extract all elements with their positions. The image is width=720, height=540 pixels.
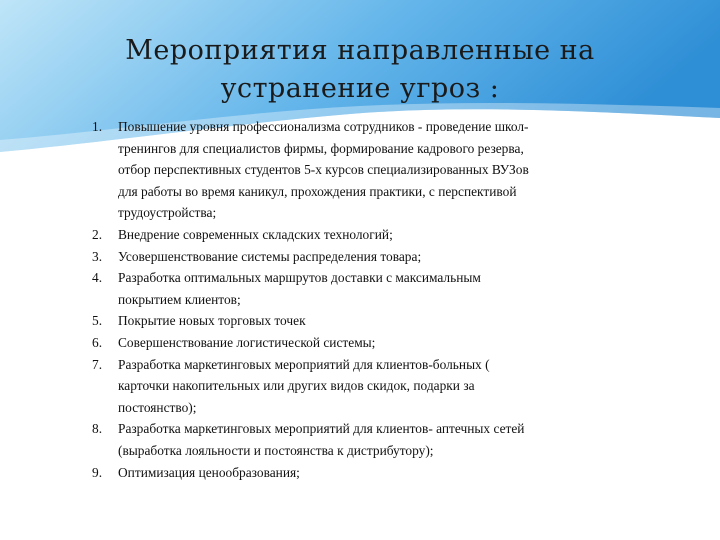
list-item-text-line: покрытием клиентов; xyxy=(118,291,241,307)
list-item-number: 6. xyxy=(92,334,103,350)
list-item-text-line: Оптимизация ценообразования; xyxy=(118,464,300,480)
list-item xyxy=(92,462,632,484)
list-item xyxy=(92,267,632,310)
list-item-text-line: постоянство); xyxy=(118,399,197,415)
list-item-number: 1. xyxy=(92,119,103,134)
title-line-1: Мероприятия направленные на xyxy=(125,35,595,66)
list-item-text-line: карточки накопительных или других видов скидок, подарки за xyxy=(118,378,475,394)
title-line-2: устранение угроз : xyxy=(220,73,500,104)
list-item-number: 9. xyxy=(92,464,103,480)
list-item-text-line: Внедрение современных складских технологий; xyxy=(118,226,393,242)
list-item-number: 4. xyxy=(92,270,103,286)
list-item-text-line: Усовершенствование системы распределения товара; xyxy=(118,248,422,264)
list-item xyxy=(92,224,632,246)
list-item-text-line: для работы во время каникул, прохождения практики, с перспективой xyxy=(118,183,517,199)
list-item-text-line: Повышение уровня профессионализма сотрудников - проведение школ- xyxy=(118,119,529,134)
list-item xyxy=(92,332,632,354)
list-item-text-line: трудоустройства; xyxy=(118,205,217,221)
list-item-text-line: (выработка лояльности и постоянства к дистрибутору); xyxy=(118,442,434,458)
slide-title xyxy=(60,32,660,108)
list-item xyxy=(92,116,632,224)
list-item xyxy=(92,246,632,268)
list-item-text-line: Совершенствование логистической системы; xyxy=(118,334,376,350)
list-item-number: 2. xyxy=(92,226,103,242)
list-item-text-line: Разработка маркетинговых мероприятий для клиентов-больных ( xyxy=(118,356,490,372)
list-item xyxy=(92,354,632,419)
list-item-text-line: Разработка оптимальных маршрутов доставки с максимальным xyxy=(118,270,481,286)
list-item xyxy=(92,418,632,461)
list-item-number: 3. xyxy=(92,248,103,264)
list-item-text-line: Покрытие новых торговых точек xyxy=(118,313,306,329)
list-item-text-line: отбор перспективных студентов 5-х курсов специализированных ВУЗов xyxy=(118,162,529,178)
list-item-text-line: Разработка маркетинговых мероприятий для клиентов- аптечных сетей xyxy=(118,421,525,437)
list-item-number: 7. xyxy=(92,356,103,372)
list-item-number: 5. xyxy=(92,313,103,329)
list-item-number: 8. xyxy=(92,421,103,437)
list-item xyxy=(92,310,632,332)
list-item-text-line: тренингов для специалистов фирмы, формирование кадрового резерва, xyxy=(118,140,524,156)
measures-list xyxy=(92,116,632,483)
